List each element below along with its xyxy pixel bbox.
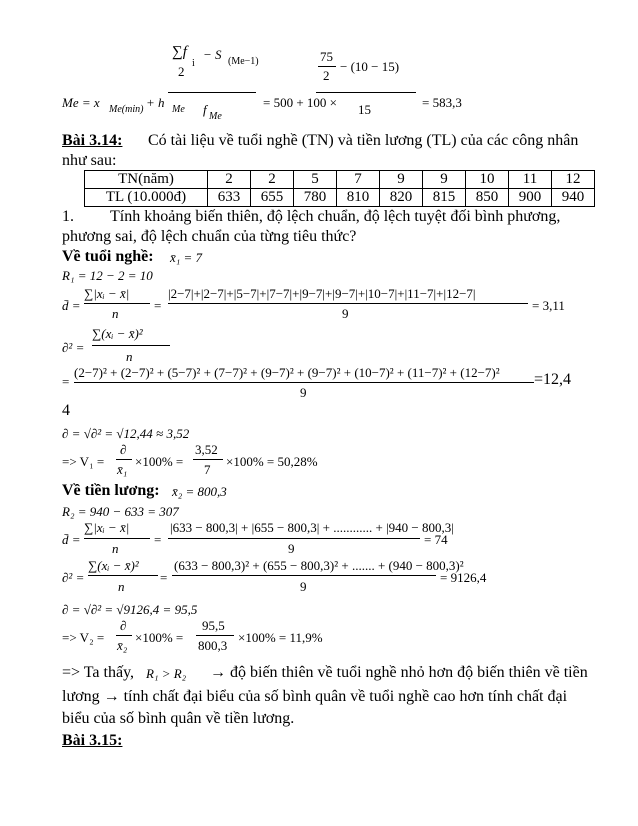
median-lhs-sub: Me(min)	[109, 104, 144, 115]
tl-dbar-lhs: d̄ =	[62, 532, 81, 547]
tl-var-num2: (633 − 800,3)² + (655 − 800,3)² + ....... + (940 − 800,3)²	[174, 558, 464, 573]
tn-cv-prefix: => V₁ =	[62, 454, 105, 469]
median-plus-h: + h	[146, 95, 165, 110]
tn-var-den2: 9	[300, 385, 307, 400]
conclusion-line2: lương → tính chất đại biểu của số bình quân về tuổi nghề cao hơn tính chất đại	[62, 688, 568, 705]
tn-var-result-tail: 4	[62, 402, 70, 419]
sum-symbol: ∑f	[172, 44, 187, 60]
table-cell: 2	[251, 171, 294, 189]
table-cell: 850	[466, 189, 509, 207]
sum-sub: i	[192, 58, 195, 69]
table-cell: 9	[380, 171, 423, 189]
tl-dbar-eq: =	[154, 532, 162, 547]
exercise-314-intro-2: như sau:	[62, 152, 117, 169]
conclusion-line1-math: R₁ > R₂	[146, 666, 187, 681]
table-cell: 940	[552, 189, 595, 207]
median-h-sub: Me	[172, 104, 185, 115]
tn-var-lhs: ∂² =	[62, 340, 85, 355]
conclusion-line3: biểu của số bình quân về tiền lương.	[62, 710, 295, 727]
table-cell: 815	[423, 189, 466, 207]
tn-dbar-line2	[168, 303, 528, 304]
tl-var-num: ∑(xᵢ − x̄)²	[88, 558, 139, 573]
tl-dbar-line2	[168, 538, 420, 539]
tn-dbar-result: = 3,11	[532, 298, 565, 313]
tn-cv-num2: 3,52	[195, 442, 218, 457]
num-two: 2	[178, 64, 185, 79]
num2-rest: − (10 − 15)	[340, 59, 400, 74]
fraction-line-2	[316, 92, 416, 93]
tl-dbar-result: = 74	[424, 532, 448, 547]
tn-var-num2: (2−7)² + (2−7)² + (5−7)² + (7−7)² + (9−7)² + (9−7)² + (10−7)² + (11−7)² + (12−7)²	[74, 365, 500, 380]
num2-two: 2	[323, 68, 330, 83]
inner-fraction-line	[318, 66, 336, 67]
tn-cv-mid: ×100% =	[135, 454, 184, 469]
median-result: = 583,3	[422, 95, 462, 110]
tuoi-nghe-heading: Về tuổi nghề:	[62, 248, 154, 265]
table-cell: 10	[466, 171, 509, 189]
tn-dbar-den2: 9	[342, 306, 349, 321]
tl-cv-line2	[196, 635, 234, 636]
exercise-314-label: Bài 3.14:	[62, 132, 123, 149]
minus-S: − S	[203, 47, 222, 62]
tl-var-result: = 9126,4	[440, 570, 487, 585]
median-eq1: = 500 + 100 ×	[263, 95, 337, 110]
conclusion-line1-b: → độ biến thiên về tuổi nghề nhỏ hơn độ biến thiên về tiền	[210, 664, 588, 681]
tn-cv-line	[116, 459, 132, 460]
tn-dbar-line	[84, 303, 150, 304]
tien-luong-heading: Về tiền lương:	[62, 482, 160, 499]
tl-dbar-num: ∑|xᵢ − x̄|	[84, 520, 130, 535]
tl-var-eq: =	[160, 570, 168, 585]
tn-cv-num: ∂	[120, 442, 127, 457]
fraction-line	[168, 92, 256, 93]
tn-sd: ∂ = √∂² = √12,44 ≈ 3,52	[62, 426, 190, 441]
table-cell: 2	[208, 171, 251, 189]
table-cell: 9	[423, 171, 466, 189]
tl-var-line	[88, 575, 158, 576]
table-cell: 12	[552, 171, 595, 189]
exercise-315-label: Bài 3.15:	[62, 732, 123, 749]
table-row	[85, 189, 595, 207]
tien-luong-range: R₂ = 940 − 633 = 307	[62, 504, 179, 519]
den-f: f	[203, 102, 207, 117]
tuoi-nghe-mean: x̄₁ = 7	[170, 250, 203, 265]
den-sub: Me	[209, 111, 222, 122]
tl-sd: ∂ = √∂² = √9126,4 = 95,5	[62, 602, 198, 617]
tl-dbar-num2: |633 − 800,3| + |655 − 800,3| + ............ + |940 − 800,3|	[170, 520, 454, 535]
tn-cv-line2	[193, 459, 223, 460]
tn-var-num: ∑(xᵢ − x̄)²	[92, 326, 143, 341]
tl-cv-den: x̄₂	[117, 638, 128, 653]
tn-var-result: =12,4	[534, 371, 572, 388]
tl-var-lhs: ∂² =	[62, 570, 85, 585]
tn-cv-result: ×100% = 50,28%	[226, 454, 318, 469]
exercise-314-intro-1: Có tài liệu về tuổi nghề (TN) và tiền lương (TL) của các công nhân	[148, 132, 579, 149]
tien-luong-mean: x̄₂ = 800,3	[172, 484, 227, 499]
tn-cv-den2: 7	[204, 462, 211, 477]
den2: 15	[358, 102, 371, 117]
table-cell: 780	[294, 189, 337, 207]
tn-var-eq: =	[62, 374, 70, 389]
tl-cv-num2: 95,5	[202, 618, 225, 633]
tn-dbar-num2: |2−7|+|2−7|+|5−7|+|7−7|+|9−7|+|9−7|+|10−7|+|11−7|+|12−7|	[168, 286, 476, 301]
tn-var-den: n	[126, 349, 133, 364]
tl-dbar-den2: 9	[288, 541, 295, 556]
data-table	[84, 170, 595, 207]
S-sub: (Me−1)	[228, 56, 259, 67]
tl-cv-den2: 800,3	[198, 638, 228, 653]
conclusion-line1-a: => Ta thấy,	[62, 664, 135, 681]
task-line-1: Tính khoảng biến thiên, độ lệch chuẩn, độ lệch tuyệt đối bình phương,	[110, 208, 561, 225]
tl-var-line2	[172, 575, 436, 576]
median-lhs: Me = x	[62, 95, 100, 110]
table-cell: 810	[337, 189, 380, 207]
tl-cv-result: ×100% = 11,9%	[238, 630, 323, 645]
table-header: TL (10.000đ)	[85, 189, 208, 207]
table-cell: 655	[251, 189, 294, 207]
tl-cv-line	[116, 635, 132, 636]
tl-cv-num: ∂	[120, 618, 127, 633]
tn-var-line	[92, 345, 170, 346]
num2-top: 75	[320, 49, 333, 64]
tn-dbar-den: n	[112, 306, 119, 321]
tl-cv-prefix: => V₂ =	[62, 630, 105, 645]
tn-dbar-num: ∑|xᵢ − x̄|	[84, 286, 130, 301]
table-cell: 11	[509, 171, 552, 189]
table-cell: 7	[337, 171, 380, 189]
task-number: 1.	[62, 208, 74, 225]
tn-var-line2	[74, 382, 534, 383]
tn-cv-den: x̄₁	[117, 462, 128, 477]
table-cell: 633	[208, 189, 251, 207]
table-cell: 5	[294, 171, 337, 189]
table-row	[85, 171, 595, 189]
table-cell: 820	[380, 189, 423, 207]
tn-dbar-lhs: d̄ =	[62, 298, 81, 313]
tl-cv-mid: ×100% =	[135, 630, 184, 645]
tl-var-den2: 9	[300, 579, 307, 594]
tl-var-den: n	[118, 579, 125, 594]
tl-dbar-den: n	[112, 541, 119, 556]
tuoi-nghe-range: R₁ = 12 − 2 = 10	[62, 268, 153, 283]
table-header: TN(năm)	[85, 171, 208, 189]
tl-dbar-line	[84, 538, 150, 539]
table-cell: 900	[509, 189, 552, 207]
task-line-2: phương sai, độ lệch chuẩn của từng tiêu thức?	[62, 228, 357, 245]
tn-dbar-eq: =	[154, 298, 162, 313]
